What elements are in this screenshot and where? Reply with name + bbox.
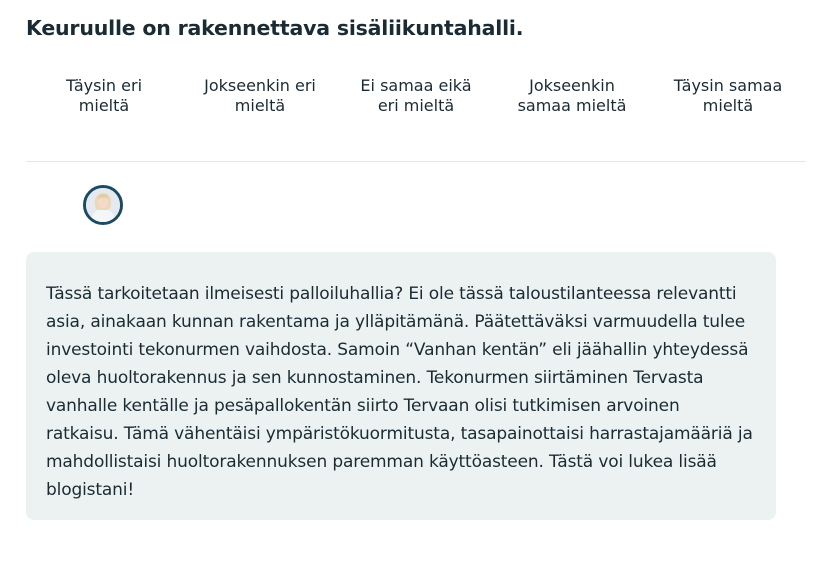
candidate-avatar[interactable] (83, 185, 123, 225)
candidate-comment-text: Tässä tarkoitetaan ilmeisesti palloiluhallia? Ei ole tässä taloustilanteessa relevantti asia, ainakaan kunnan rakentama ja ylläpitämänä. Päätettäväksi varmuudella tulee investointi tekonurmen vaihdosta. Samoin “Vanhan kentän” eli jäähallin yhteydessä oleva huoltorakennus ja sen kunnostaminen. Tekonurmen siirtäminen Tervasta vanhalle kentälle ja pesäpallokentän siirto Tervaan olisi tutkimisen arvoinen ratkaisu. Tämä vähentäisi ympäristökuormitusta, tasapainottaisi harrastajamääriä ja mahdollistaisi huoltorakennuksen paremman käyttöasteen. Tästä voi lukea lisää blogistani! (46, 284, 753, 500)
scale-option-somewhat-disagree[interactable]: Jokseenkin eri mieltä (204, 76, 316, 115)
question-title: Keuruulle on rakennettava sisäliikuntahalli. (26, 16, 524, 40)
scale-option-strongly-disagree[interactable]: Täysin eri mieltä (65, 76, 143, 115)
scale-option-neutral[interactable]: Ei samaa eikä eri mieltä (360, 76, 472, 115)
candidate-portrait-icon (86, 188, 120, 222)
agreement-scale (26, 76, 806, 116)
scale-option-somewhat-agree[interactable]: Jokseenkin samaa mieltä (517, 76, 627, 115)
candidate-comment-box (26, 252, 776, 520)
scale-option-strongly-agree[interactable]: Täysin samaa mieltä (673, 76, 783, 115)
section-divider (26, 161, 806, 162)
